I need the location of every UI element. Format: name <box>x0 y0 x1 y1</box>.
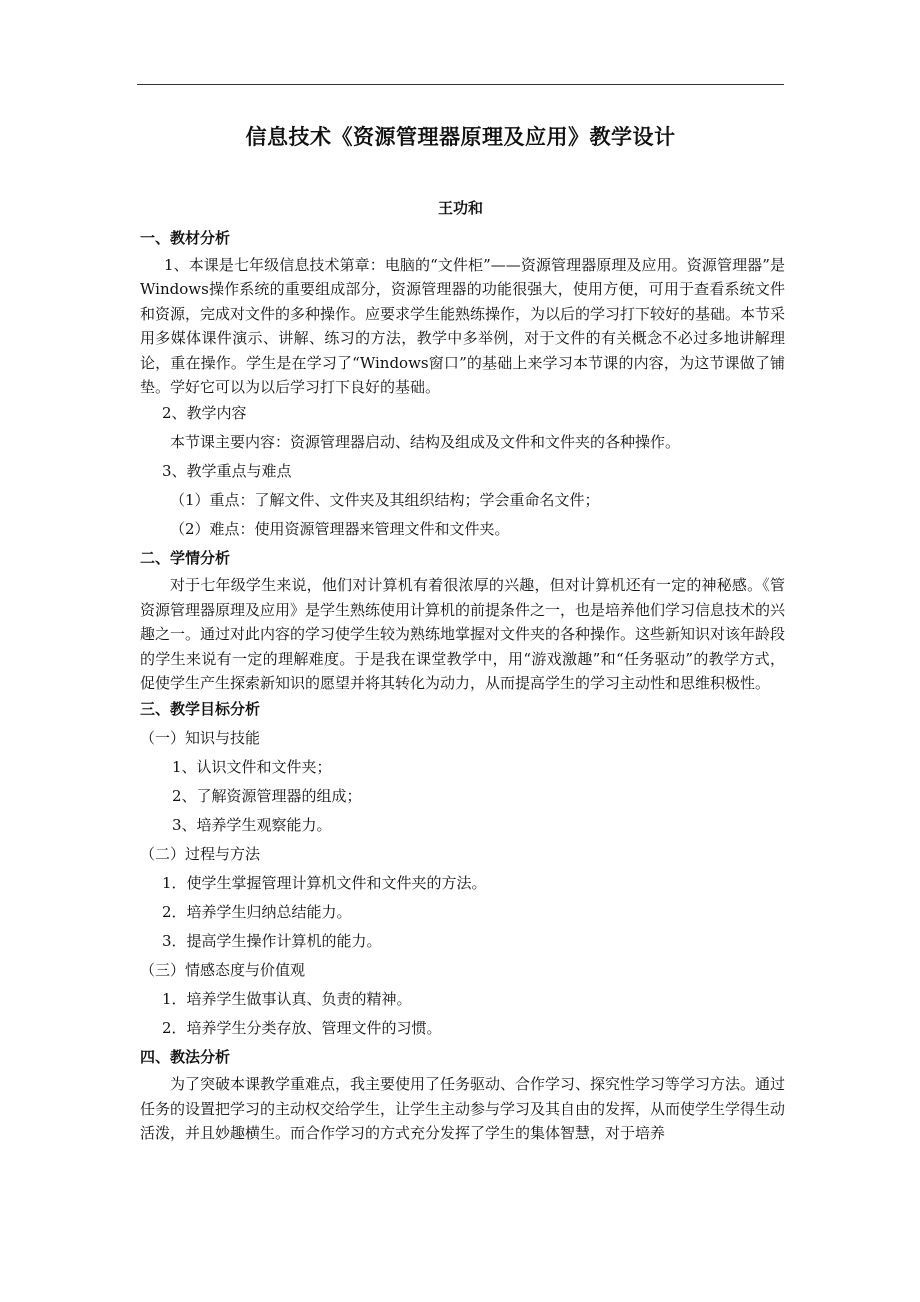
list-item: 2．培养学生分类存放、管理文件的习惯。 <box>162 1019 442 1038</box>
paragraph: 本节课主要内容：资源管理器启动、结构及组成及文件和文件夹的各种操作。 <box>170 433 681 452</box>
subsection-label: （二）过程与方法 <box>140 845 261 864</box>
list-item: （2）难点：使用资源管理器来管理文件和文件夹。 <box>170 520 510 539</box>
list-item: 2、了解资源管理器的组成； <box>172 787 362 806</box>
list-item: 3．提高学生操作计算机的能力。 <box>162 932 382 951</box>
document-title: 信息技术《资源管理器原理及应用》教学设计 <box>245 125 676 149</box>
header-rule <box>137 84 784 85</box>
list-item: 1、认识文件和文件夹； <box>172 758 332 777</box>
document-body <box>140 224 785 1146</box>
subsection-label: （一）知识与技能 <box>140 729 261 748</box>
list-item: 1．使学生掌握管理计算机文件和文件夹的方法。 <box>162 874 487 893</box>
section-heading: 四、教法分析 <box>140 1048 231 1067</box>
paragraph: 对于七年级学生来说，他们对计算机有着很浓厚的兴趣，但对计算机还有一定的神秘感。《管资源管理器原理及应用》是学生熟练使用计算机的前提条件之一，也是培养他们学习信息技术的兴趣之一。通过对此内容的学习使学生较为熟练地掌握对文件夹的各种操作。这些新知识对该年龄段的学生来说有一定的理解难度。于是我在课堂教学中，用“游戏激趣”和“任务驱动”的教学方式，促使学生产生探索新知识的愿望并将其转化为动力，从而提高学生的学习主动性和思维积极性。 <box>140 576 786 693</box>
list-item: 3、培养学生观察能力。 <box>172 816 332 835</box>
subsection-label: （三）情感态度与价值观 <box>140 961 306 980</box>
paragraph: 1、本课是七年级信息技术第章：电脑的“文件柜”——资源管理器原理及应用。资源管理器”是Windows操作系统的重要组成部分，资源管理器的功能很强大，使用方便，可用于查看系统文件和资源，完成对文件的多种操作。应要求学生能熟练操作，为以后的学习打下较好的基础。本节采用多媒体课件演示、讲解、练习的方法，教学中多举例，对于文件的有关概念不必过多地讲解理论，重在操作。学生是在学习了“Windows窗口”的基础上来学习本节课的内容，为这节课做了铺垫。学好它可以为以后学习打下良好的基础。 <box>140 256 786 397</box>
item-label: 2、教学内容 <box>162 404 247 423</box>
section-heading: 一、教材分析 <box>140 229 231 247</box>
section-heading: 二、学情分析 <box>140 549 231 568</box>
item-label: 3、教学重点与难点 <box>162 462 292 481</box>
paragraph: 为了突破本课教学重难点，我主要使用了任务驱动、合作学习、探究性学习等学习方法。通过任务的设置把学习的主动权交给学生，让学生主动参与学习及其自由的发挥，从而使学生学得生动活泼，并且妙趣横生。而合作学习的方式充分发挥了学生的集体智慧，对于培养 <box>140 1075 786 1143</box>
list-item: 2．培养学生归纳总结能力。 <box>162 903 352 922</box>
section-heading: 三、教学目标分析 <box>140 700 261 719</box>
author-name: 王功和 <box>437 199 483 217</box>
list-item: 1．培养学生做事认真、负责的精神。 <box>162 990 412 1009</box>
list-item: （1）重点：了解文件、文件夹及其组织结构；学会重命名文件； <box>170 491 600 510</box>
